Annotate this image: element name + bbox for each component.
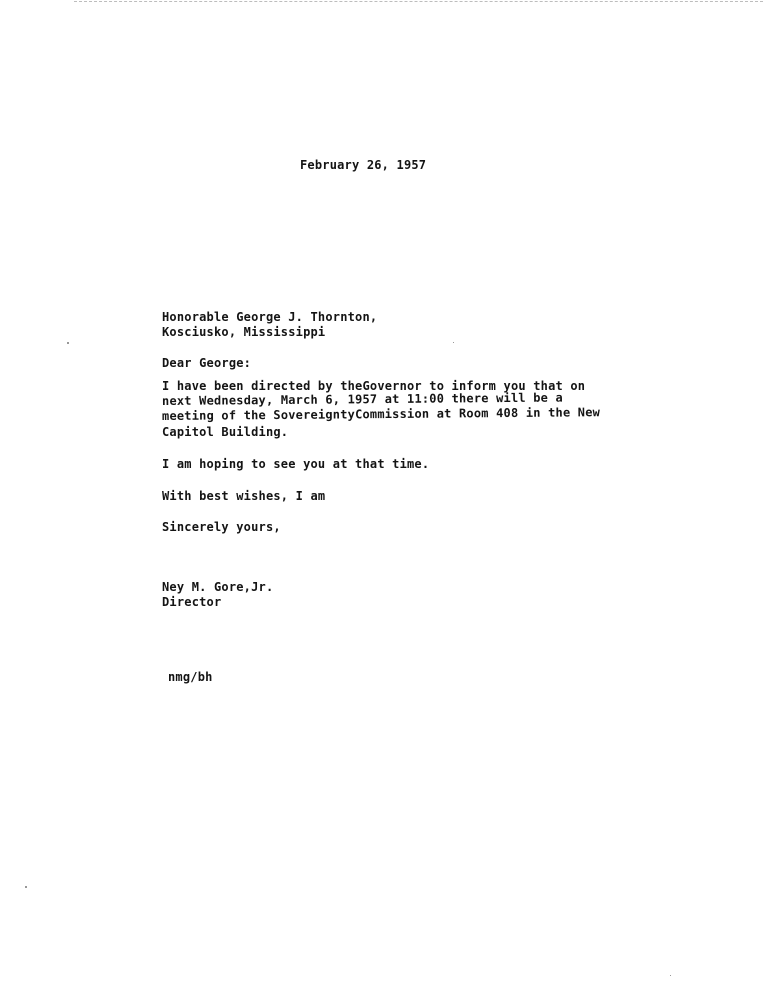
body-line: Capitol Building. [162, 425, 289, 439]
signature-title: Director [162, 595, 222, 609]
recipient-name: Honorable George J. Thornton, [162, 310, 378, 324]
paper-speck [453, 342, 454, 343]
recipient-address: Kosciusko, Mississippi [162, 325, 326, 339]
paper-speck [67, 342, 69, 344]
body-line: next Wednesday, March 6, 1957 at 11:00 there will be a [161, 390, 563, 408]
paper-speck [25, 886, 27, 888]
paper-speck [670, 975, 671, 976]
letter-date: February 26, 1957 [300, 158, 427, 172]
closing: Sincerely yours, [162, 520, 281, 534]
reference-initials: nmg/bh [168, 670, 213, 684]
salutation: Dear George: [162, 356, 252, 370]
body-line: I have been directed by theGovernor to inform you that on [162, 379, 586, 393]
body-paragraph: I am hoping to see you at that time. [162, 457, 430, 471]
page-top-edge [74, 1, 763, 2]
signature-name: Ney M. Gore,Jr. [162, 580, 274, 594]
body-line: meeting of the SovereigntyCommission at Room 408 in the New [161, 405, 601, 423]
body-paragraph: With best wishes, I am [162, 489, 326, 503]
